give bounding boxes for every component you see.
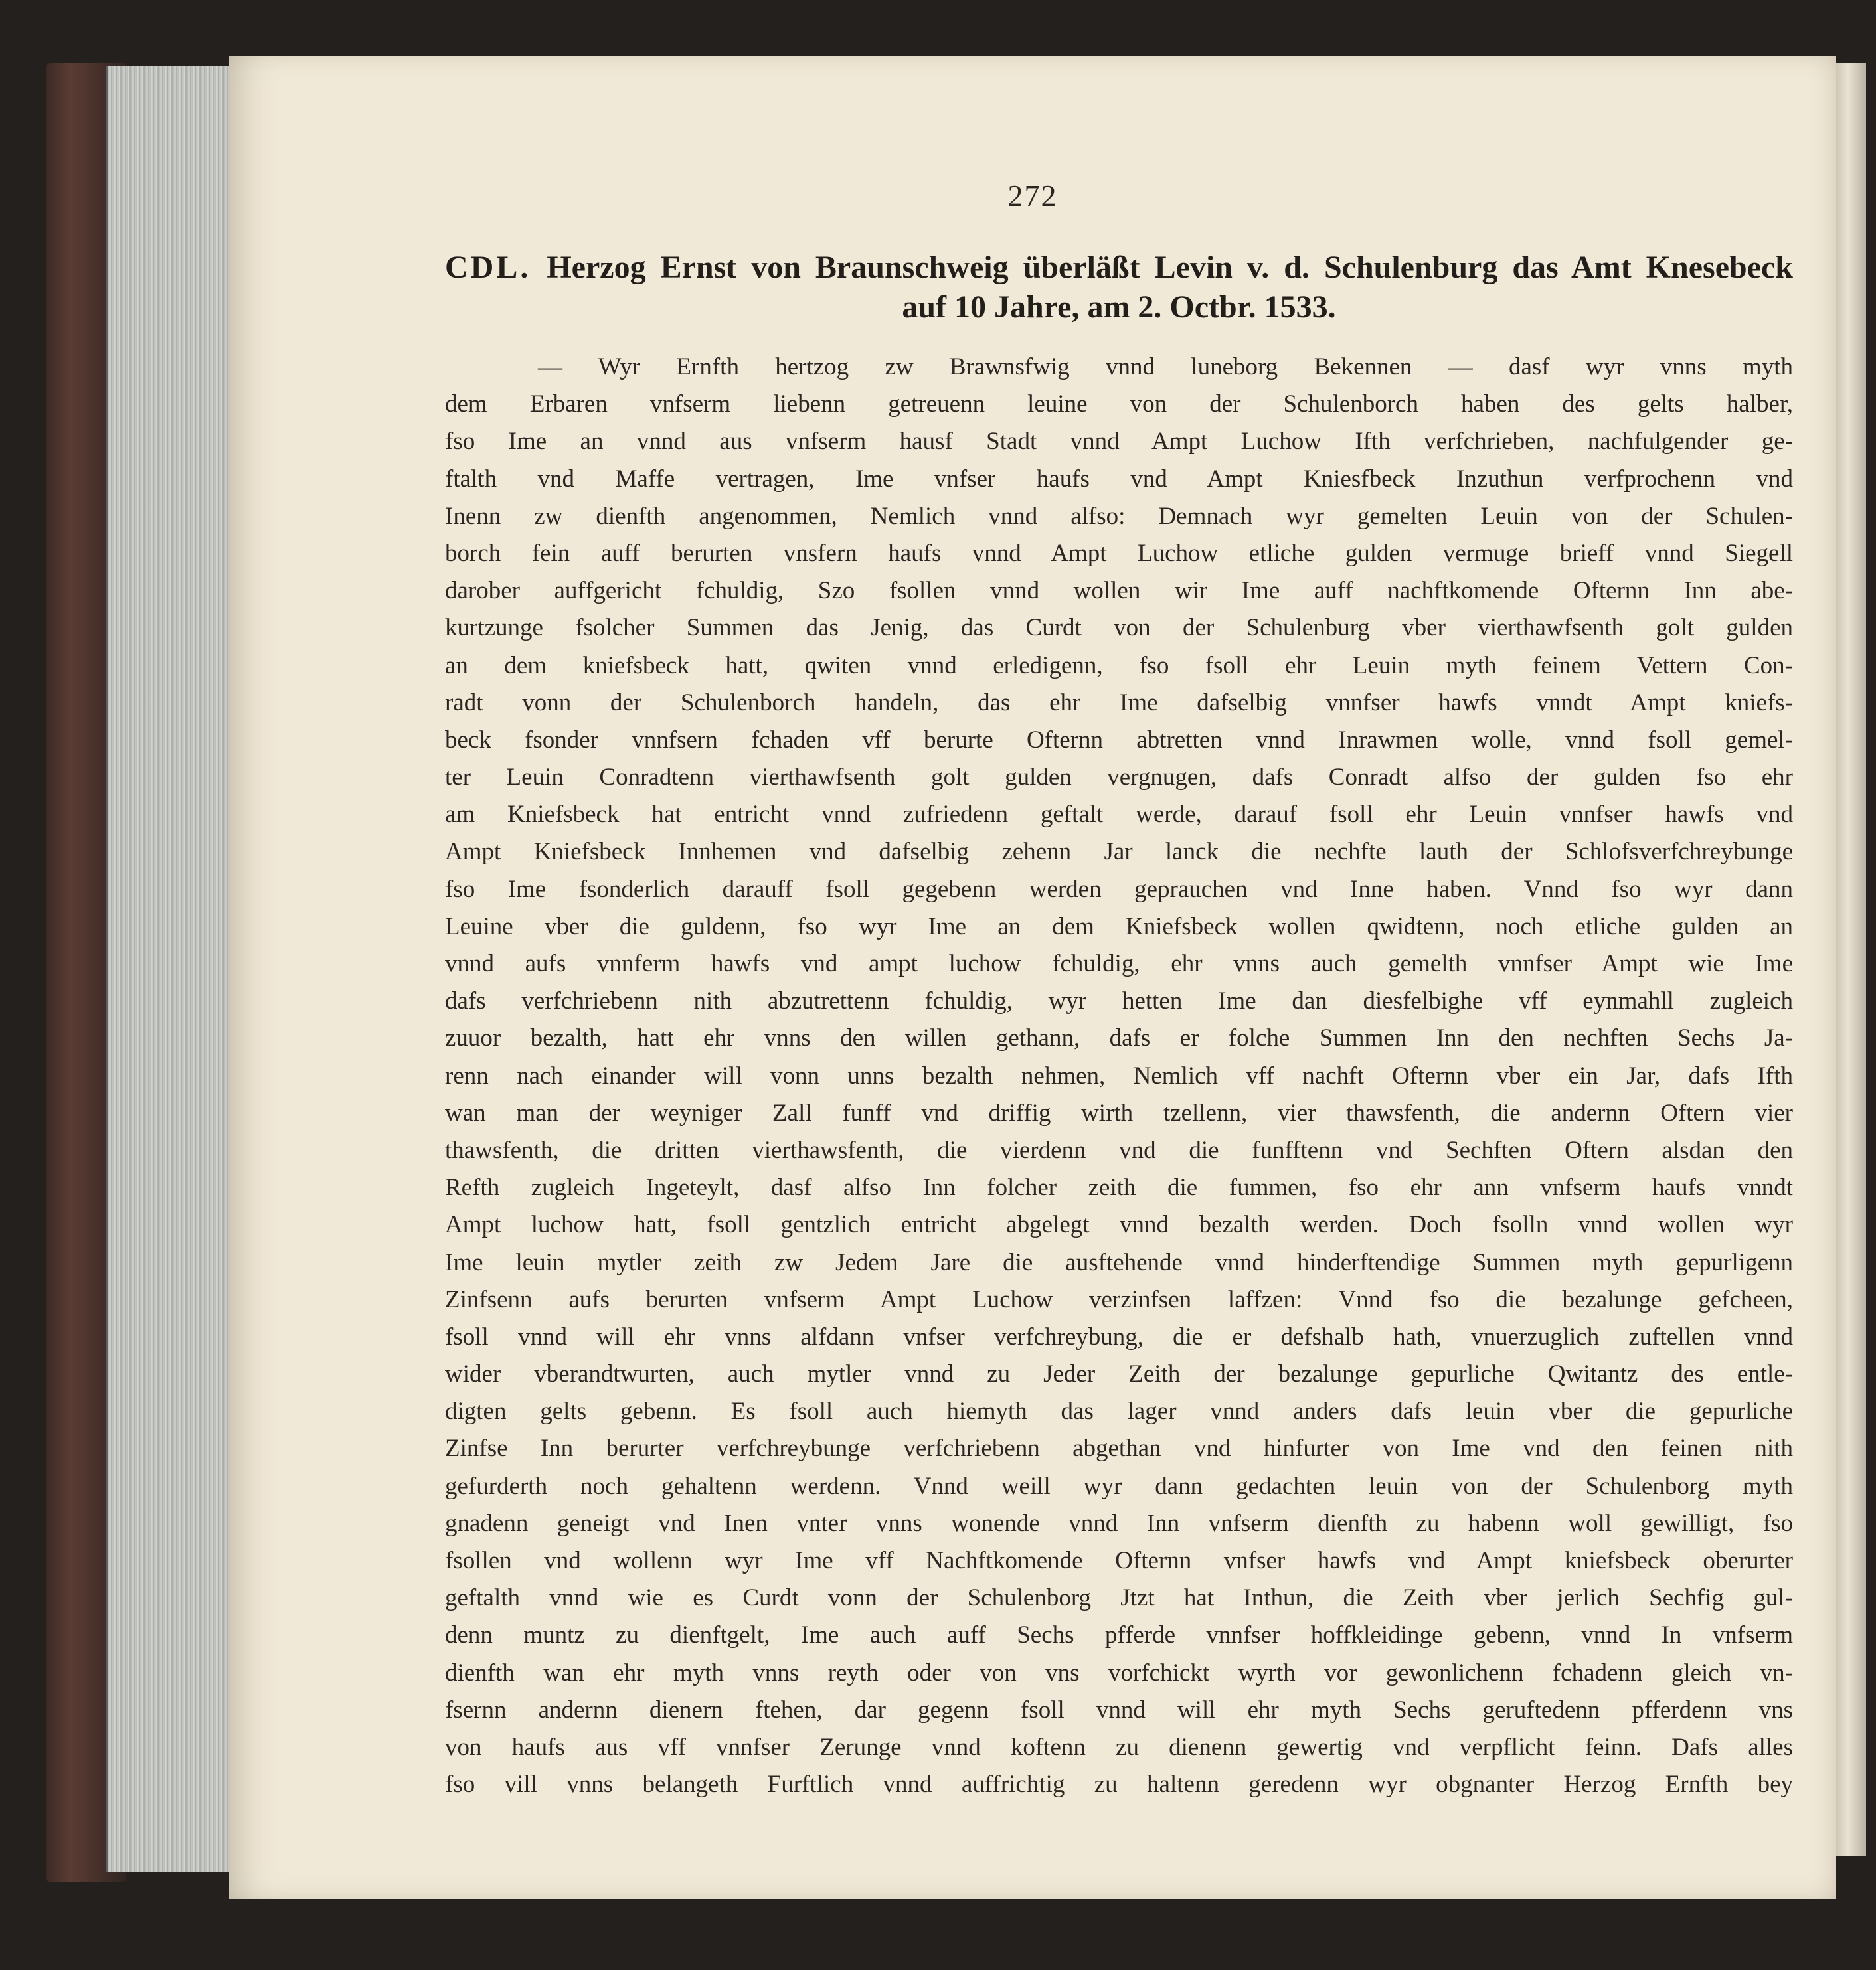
text-line: dienfth wan ehr myth vnns reyth oder von vns vorfchickt wyrth vor gewonlichenn fchadenn gleich vn- [445,1659,1793,1686]
text-line: Zinfse Inn berurter verfchreybunge verfchriebenn abgethan vnd hinfurter von Ime vnd den feinen nith [445,1435,1793,1463]
heading-text-line-1: Herzog Ernst von Braunschweig überläßt Levin v. d. Schulenburg das Amt Knesebeck [547,250,1793,285]
text-line: zuuor bezalth, hatt ehr vnns den willen gethann, dafs er folche Summen Inn den nechften Sechs Ja- [445,1025,1793,1052]
text-line: dem Erbaren vnfserm liebenn getreuenn leuine von der Schulenborch haben des gelts halber, [445,390,1793,418]
text-line: darober auffgericht fchuldig, Szo fsollen vnnd wollen wir Ime auff nachftkomende Ofternn Inn abe- [445,577,1793,605]
text-line: geftalth vnnd wie es Curdt vonn der Schulenborg Jtzt hat Inthun, die Zeith vber jerlich Sechfig gul- [445,1584,1793,1612]
text-line: ftalth vnd Maffe vertragen, Ime vnfser haufs vnd Ampt Kniesfbeck Inzuthun verfprochenn vnd [445,465,1793,493]
text-line: Ampt Kniefsbeck Innhemen vnd dafselbig zehenn Jar lanck die nechfte lauth der Schlofsverfchreybunge [445,838,1793,866]
text-line: Leuine vber die guldenn, fso wyr Ime an dem Kniefsbeck wollen qwidtenn, noch etliche gulden an [445,912,1793,940]
document-number: CDL. [445,250,531,285]
text-line: radt vonn der Schulenborch handeln, das ehr Ime dafselbig vnnfser hawfs vnndt Ampt kniefs- [445,689,1793,716]
heading-text-line-2: auf 10 Jahre, am 2. Octbr. 1533. [902,289,1336,325]
text-line: ter Leuin Conradtenn vierthawfsenth golt gulden vergnugen, dafs Conradt alfso der gulden fso ehr [445,764,1793,791]
book-page [229,56,1836,1899]
text-line: — Wyr Ernfth hertzog zw Brawnsfwig vnnd luneborg Bekennen — dasf wyr vnns myth [538,353,1793,380]
document-body [445,349,1793,1803]
text-line: vnnd aufs vnnferm hawfs vnd ampt luchow fchuldig, ehr vnns auch gemelth vnnfser Ampt wie Ime [445,950,1793,977]
document-heading-line-1 [445,249,1793,286]
page-stack-edges [106,66,241,1872]
text-line: Inenn zw dienfth angenommen, Nemlich vnnd alfso: Demnach wyr gemelten Leuin von der Schulen- [445,502,1793,530]
text-line: fso Ime fsonderlich darauff fsoll gegebenn werden geprauchen vnd Inne haben. Vnnd fso wyr dann [445,875,1793,903]
text-line: an dem kniefsbeck hatt, qwiten vnnd erledigenn, fso fsoll ehr Leuin myth feinem Vettern Con- [445,651,1793,679]
text-line: wider vberandtwurten, auch mytler vnnd zu Jeder Zeith der bezalunge gepurliche Qwitantz des entle- [445,1360,1793,1388]
text-line: dafs verfchriebenn nith abzutrettenn fchuldig, wyr hetten Ime dan diesfelbighe vff eynmahll zugleich [445,987,1793,1015]
text-line: wan man der weyniger Zall funff vnd driffig wirth tzellenn, vier thawsfenth, die andernn Oftern vier [445,1099,1793,1127]
text-line: kurtzunge fsolcher Summen das Jenig, das Curdt von der Schulenburg vber vierthawfsenth golt gulden [445,614,1793,642]
text-line: renn nach einander will vonn unns bezalth nehmen, Nemlich vff nachft Ofternn vber ein Jar, dafs Ifth [445,1062,1793,1090]
text-line: gefurderth noch gehaltenn werdenn. Vnnd weill wyr dann gedachten leuin von der Schulenborg myth [445,1472,1793,1500]
text-line: fsoll vnnd will ehr vnns alfdann vnfser verfchreybung, die er defshalb hath, vnuerzuglich zuftellen vnnd [445,1323,1793,1351]
text-line: beck fsonder vnnfsern fchaden vff berurte Ofternn abtretten vnnd Inrawmen wolle, vnnd fsoll gemel- [445,726,1793,754]
text-line: fsernn andernn dienern ftehen, dar gegenn fsoll vnnd will ehr myth Sechs geruftedenn pfferdenn vns [445,1696,1793,1724]
text-line: Ampt luchow hatt, fsoll gentzlich entricht abgelegt vnnd bezalth werden. Doch fsolln vnnd wollen wyr [445,1211,1793,1239]
text-line: fso Ime an vnnd aus vnfserm hausf Stadt vnnd Ampt Luchow Ifth verfchrieben, nachfulgender ge- [445,428,1793,455]
text-line: borch fein auff berurten vnsfern haufs vnnd Ampt Luchow etliche gulden vermuge brieff vnnd Siegell [445,539,1793,567]
text-line: Zinfsenn aufs berurten vnfserm Ampt Luchow verzinfsen laffzen: Vnnd fso die bezalunge gefcheen, [445,1285,1793,1313]
text-line: denn muntz zu dienftgelt, Ime auch auff Sechs pfferde vnnfser hoffkleidinge gebenn, vnnd In vnfserm [445,1621,1793,1649]
text-line: fsollen vnd wollenn wyr Ime vff Nachftkomende Ofternn vnfser hawfs vnd Ampt kniefsbeck oberurter [445,1547,1793,1574]
text-line: am Kniefsbeck hat entricht vnnd zufriedenn geftalt werde, darauf fsoll ehr Leuin vnnfser hawfs vnd [445,801,1793,829]
right-page-edge [1836,63,1866,1856]
text-line: digten gelts gebenn. Es fsoll auch hiemyth das lager vnnd anders dafs leuin vber die gepurliche [445,1398,1793,1426]
page-number: 272 [1007,179,1058,212]
text-line: fso vill vnns belangeth Furftlich vnnd auffrichtig zu haltenn geredenn wyr obgnanter Herzog Ernfth bey [445,1771,1793,1799]
text-line: thawsfenth, die dritten vierthawsfenth, die vierdenn vnd die funfftenn vnd Sechften Oftern alsdan den [445,1136,1793,1164]
text-line: Ime leuin mytler zeith zw Jedem Jare die ausftehende vnnd hinderftendige Summen myth gepurligenn [445,1248,1793,1276]
text-line: gnadenn geneigt vnd Inen vnter vnns wonende vnnd Inn vnfserm dienfth zu habenn woll gewilligt, fso [445,1509,1793,1537]
text-line: Refth zugleich Ingeteylt, dasf alfso Inn folcher zeith die fummen, fso ehr ann vnfserm haufs vnndt [445,1174,1793,1202]
text-line: von haufs aus vff vnnfser Zerunge vnnd koftenn zu dienenn gewertig vnd verpflicht feinn. Dafs alles [445,1733,1793,1761]
